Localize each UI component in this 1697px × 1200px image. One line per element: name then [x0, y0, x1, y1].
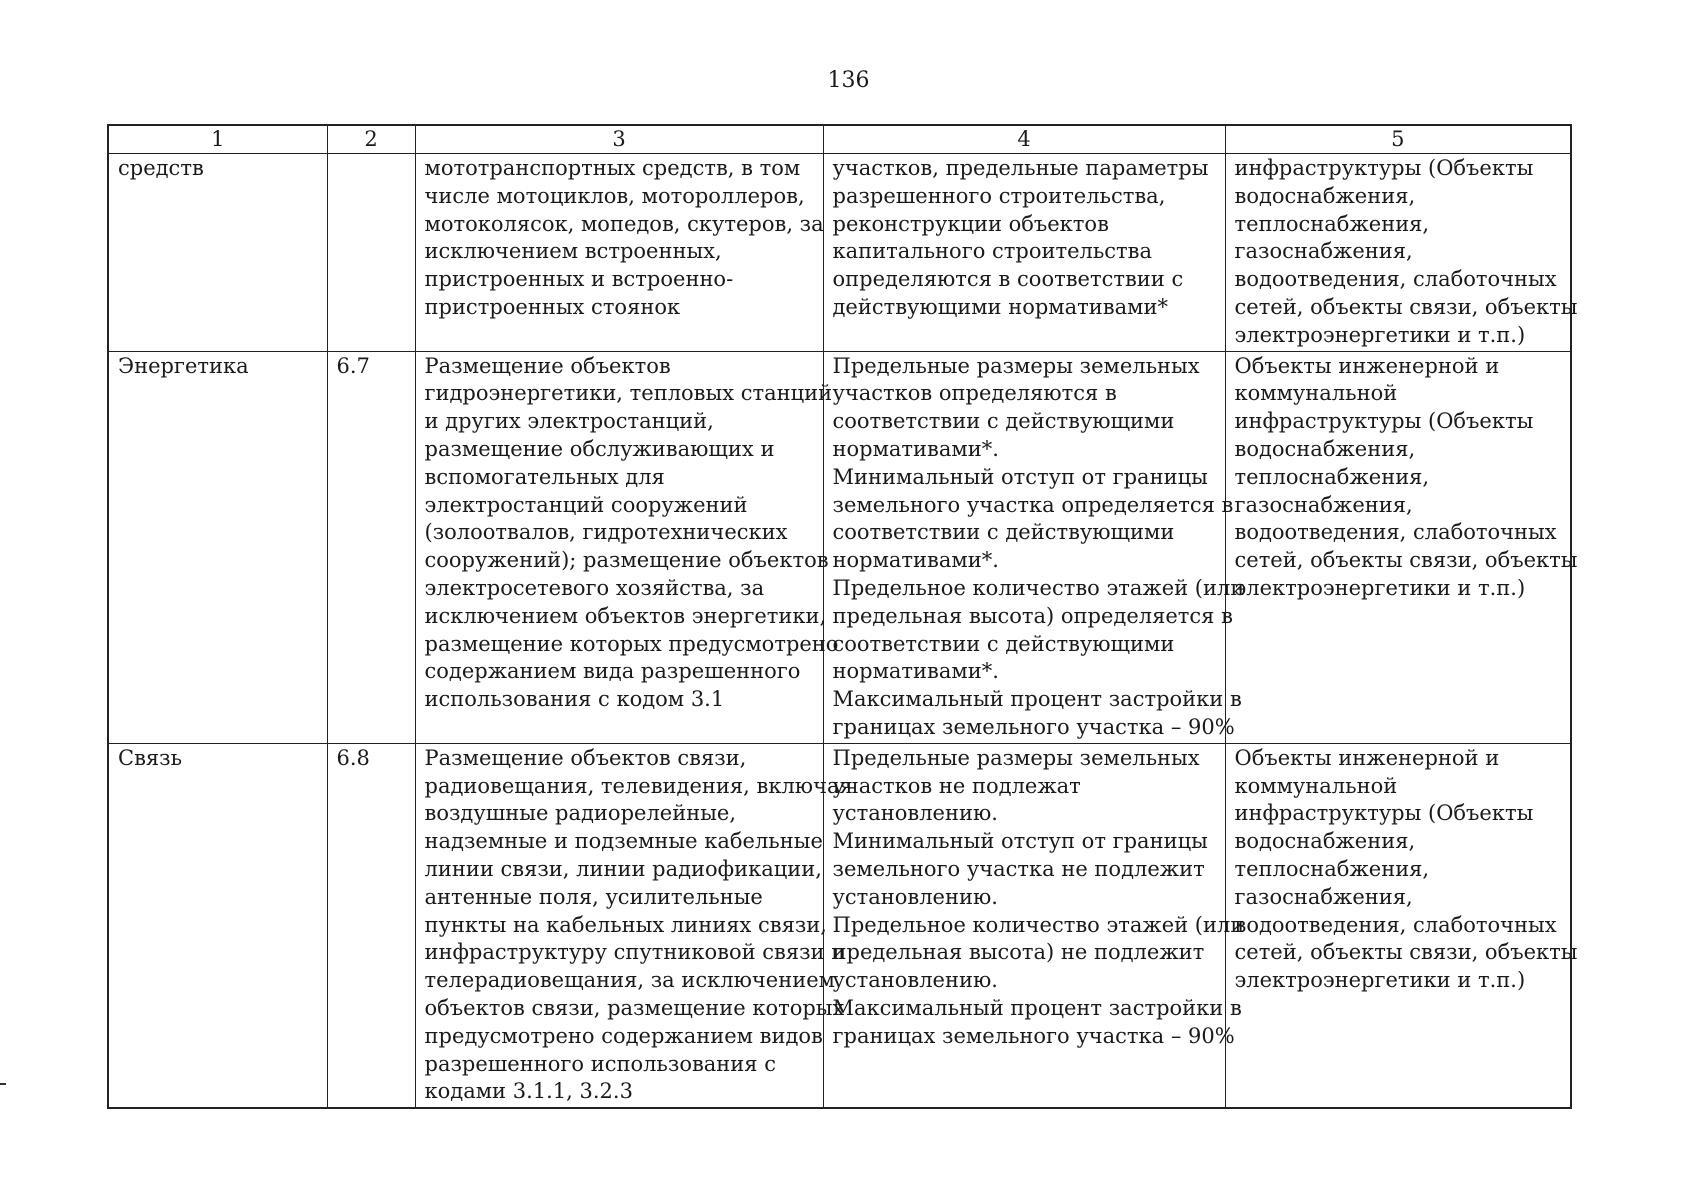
- use-type-description: [415, 351, 839, 743]
- cell-text-line: Предельные размеры земельных: [832, 745, 1200, 770]
- cell-text-line: пристроенных стоянок: [424, 294, 681, 319]
- cell-text-line: исключением встроенных,: [424, 239, 722, 264]
- cell-text-line: земельного участка не подлежит: [832, 856, 1205, 881]
- use-type-parameters: [823, 743, 1245, 1108]
- use-type-code: [327, 154, 415, 352]
- cell-text-line: нормативами*.: [832, 659, 999, 684]
- cell-text-line: надземные и подземные кабельные: [424, 829, 823, 854]
- cell-text-line: нормативами*.: [832, 548, 999, 573]
- scan-edge-mark: [0, 1083, 6, 1085]
- use-type-name: Энергетика: [108, 351, 327, 743]
- cell-text-line: Объекты инженерной и: [1234, 745, 1500, 770]
- cell-text-line: газоснабжения,: [1234, 492, 1413, 517]
- cell-text-line: капитального строительства: [832, 239, 1153, 264]
- cell-text-line: размещение которых предусмотрено: [424, 631, 839, 656]
- cell-text-line: исключением объектов энергетики,: [424, 603, 827, 628]
- cell-text-line: Максимальный процент застройки в: [832, 995, 1242, 1020]
- cell-text-line: водоотведения, слаботочных: [1234, 912, 1557, 937]
- cell-text-line: инфраструктуру спутниковой связи и: [424, 940, 846, 965]
- cell-text-line: коммунальной: [1234, 381, 1398, 406]
- cell-text-line: установлению.: [832, 968, 998, 993]
- cell-text-line: водоснабжения,: [1234, 183, 1416, 208]
- cell-text-line: инфраструктуры (Объекты: [1234, 156, 1534, 180]
- cell-text-line: электростанций сооружений: [424, 492, 748, 517]
- cell-text-line: телерадиовещания, за исключением: [424, 968, 835, 993]
- cell-text-line: газоснабжения,: [1234, 884, 1413, 909]
- cell-text-line: мототранспортных средств, в том: [424, 156, 801, 180]
- page-number: 136: [827, 68, 870, 93]
- cell-text-line: водоотведения, слаботочных: [1234, 267, 1557, 292]
- cell-text-line: земельного участка определяется в: [832, 492, 1234, 517]
- table-row: [108, 351, 1571, 743]
- use-type-code: 6.7: [327, 351, 415, 743]
- cell-text-line: теплоснабжения,: [1234, 211, 1430, 236]
- cell-text-line: границах земельного участка – 90%: [832, 714, 1235, 739]
- cell-text-line: пункты на кабельных линиях связи,: [424, 912, 827, 937]
- cell-text-line: Размещение объектов связи,: [424, 745, 747, 770]
- cell-text-line: участков определяются в: [832, 381, 1117, 406]
- cell-text-line: установлению.: [832, 801, 998, 826]
- table-header-row: [108, 125, 1571, 154]
- cell-text-line: Минимальный отступ от границы: [832, 464, 1208, 489]
- cell-text-line: предусмотрено содержанием видов: [424, 1023, 823, 1048]
- cell-text-line: инфраструктуры (Объекты: [1234, 409, 1534, 434]
- cell-text-line: соответствии с действующими: [832, 409, 1175, 434]
- use-type-description: [415, 154, 823, 352]
- cell-text-line: Объекты инженерной и: [1234, 353, 1500, 378]
- column-header-3: 3: [415, 125, 823, 154]
- cell-text-line: участков не подлежат: [832, 773, 1081, 798]
- cell-text-line: разрешенного использования с: [424, 1051, 776, 1076]
- cell-text-line: водоснабжения,: [1234, 436, 1416, 461]
- cell-text-line: и других электростанций,: [424, 409, 714, 434]
- column-header-2: 2: [327, 125, 415, 154]
- cell-text-line: водоснабжения,: [1234, 829, 1416, 854]
- cell-text-line: линии связи, линии радиофикации,: [424, 856, 822, 881]
- cell-text-line: содержанием вида разрешенного: [424, 659, 801, 684]
- cell-text-line: электроэнергетики и т.п.): [1234, 968, 1526, 993]
- cell-text-line: использования с кодом 3.1: [424, 687, 725, 712]
- cell-text-line: сетей, объекты связи, объекты: [1234, 294, 1578, 319]
- use-type-parameters: [823, 154, 1225, 352]
- table-row: [108, 743, 1571, 1108]
- cell-text-line: реконструкции объектов: [832, 211, 1109, 236]
- column-header-4: 4: [823, 125, 1225, 154]
- cell-text-line: коммунальной: [1234, 773, 1398, 798]
- cell-text-line: электроэнергетики и т.п.): [1234, 322, 1526, 347]
- cell-text-line: участков, предельные параметры: [832, 156, 1209, 180]
- cell-text-line: инфраструктуры (Объекты: [1234, 801, 1534, 826]
- cell-text-line: пристроенных и встроенно-: [424, 267, 734, 292]
- cell-text-line: размещение обслуживающих и: [424, 436, 775, 461]
- land-use-table: [107, 124, 1578, 1109]
- cell-text-line: теплоснабжения,: [1234, 856, 1430, 881]
- cell-text-line: радиовещания, телевидения, включая: [424, 773, 853, 798]
- cell-text-line: водоотведения, слаботочных: [1234, 520, 1557, 545]
- cell-text-line: нормативами*.: [832, 436, 999, 461]
- cell-text-line: числе мотоциклов, мотороллеров,: [424, 183, 805, 208]
- cell-text-line: объектов связи, размещение которых: [424, 995, 845, 1020]
- cell-text-line: вспомогательных для: [424, 464, 665, 489]
- cell-text-line: электросетевого хозяйства, за: [424, 575, 765, 600]
- cell-text-line: предельная высота) не подлежит: [832, 940, 1205, 965]
- cell-text-line: Предельное количество этажей (или: [832, 575, 1245, 600]
- cell-text-line: Предельные размеры земельных: [832, 353, 1200, 378]
- cell-text-line: определяются в соответствии с: [832, 267, 1184, 292]
- cell-text-line: Размещение объектов: [424, 353, 671, 378]
- cell-text-line: мотоколясок, мопедов, скутеров, за: [424, 211, 824, 236]
- cell-text-line: электроэнергетики и т.п.): [1234, 575, 1526, 600]
- use-type-infrastructure: [1225, 154, 1578, 352]
- cell-text-line: действующими нормативами*: [832, 294, 1168, 319]
- cell-text-line: установлению.: [832, 884, 998, 909]
- cell-text-line: границах земельного участка – 90%: [832, 1023, 1235, 1048]
- use-type-infrastructure: [1225, 351, 1578, 743]
- use-type-description: [415, 743, 853, 1108]
- cell-text-line: соответствии с действующими: [832, 520, 1175, 545]
- use-type-infrastructure: [1225, 743, 1578, 1108]
- cell-text-line: (золоотвалов, гидротехнических: [424, 520, 788, 545]
- use-type-name: средств: [108, 154, 327, 352]
- cell-text-line: Максимальный процент застройки в: [832, 687, 1242, 712]
- cell-text-line: предельная высота) определяется в: [832, 603, 1233, 628]
- cell-text-line: газоснабжения,: [1234, 239, 1413, 264]
- column-header-5: 5: [1225, 125, 1571, 154]
- cell-text-line: теплоснабжения,: [1234, 464, 1430, 489]
- use-type-code: 6.8: [327, 743, 415, 1108]
- table-row: [108, 154, 1571, 352]
- cell-text-line: сетей, объекты связи, объекты: [1234, 548, 1578, 573]
- column-header-1: 1: [108, 125, 327, 154]
- cell-text-line: кодами 3.1.1, 3.2.3: [424, 1079, 633, 1104]
- cell-text-line: гидроэнергетики, тепловых станций: [424, 381, 833, 406]
- cell-text-line: Минимальный отступ от границы: [832, 829, 1208, 854]
- cell-text-line: разрешенного строительства,: [832, 183, 1166, 208]
- use-type-parameters: [823, 351, 1245, 743]
- cell-text-line: сооружений); размещение объектов: [424, 548, 829, 573]
- cell-text-line: соответствии с действующими: [832, 631, 1175, 656]
- cell-text-line: Предельное количество этажей (или: [832, 912, 1245, 937]
- cell-text-line: антенные поля, усилительные: [424, 884, 763, 909]
- use-type-name: Связь: [108, 743, 327, 1108]
- cell-text-line: воздушные радиорелейные,: [424, 801, 737, 826]
- cell-text-line: сетей, объекты связи, объекты: [1234, 940, 1578, 965]
